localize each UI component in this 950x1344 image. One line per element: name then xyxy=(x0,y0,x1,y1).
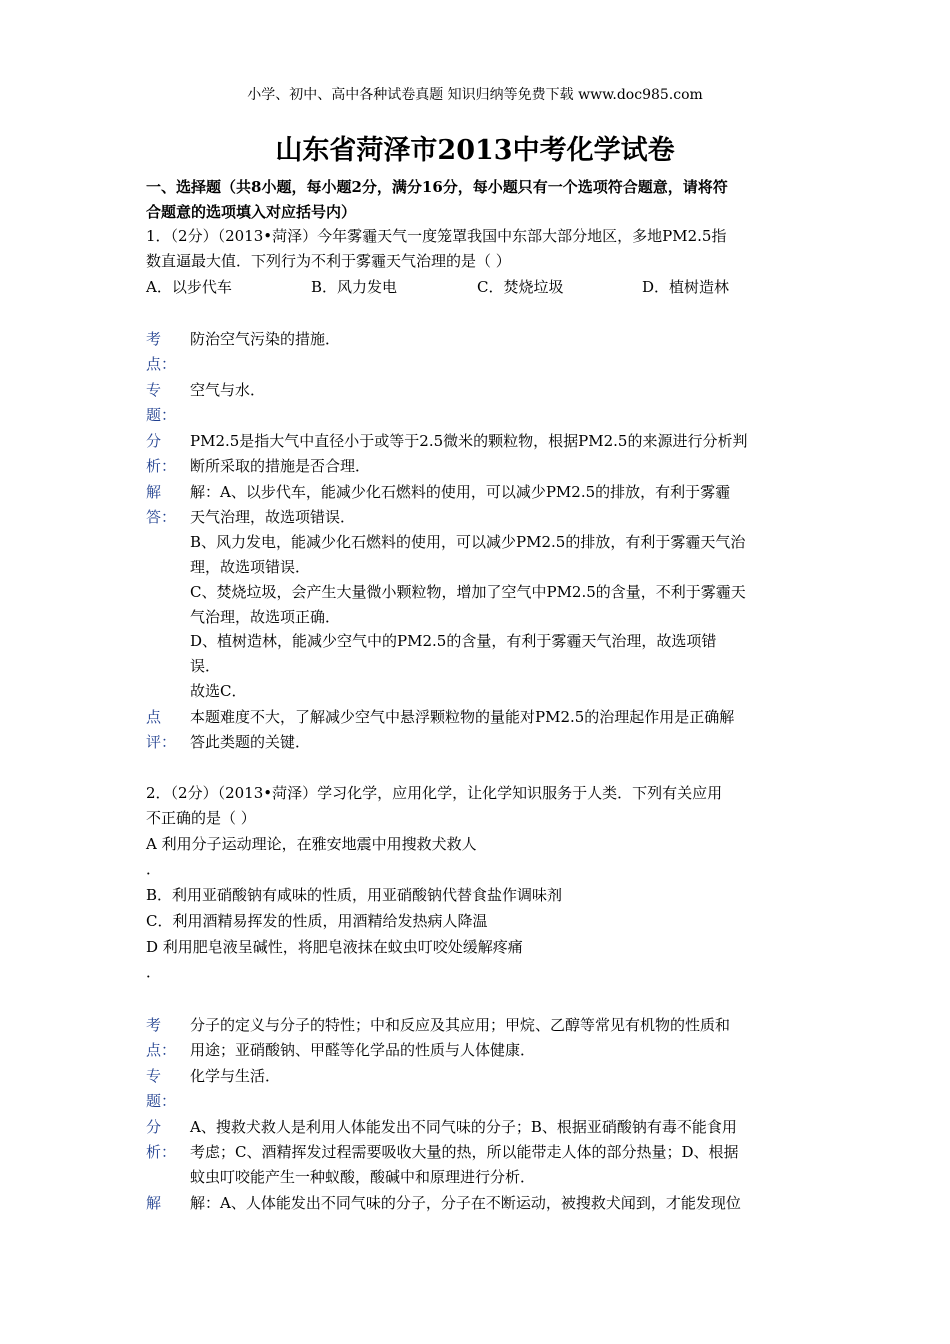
q1-dianping-label-2: 评： xyxy=(146,733,177,751)
q2-zhuanti-label-1: 专 xyxy=(146,1067,162,1085)
q1-jieda-label-1: 解 xyxy=(146,483,162,501)
q1-jieda-line-7: D、植树造林，能减少空气中的PM2.5的含量，有利于雾霾天气治理，故选项错 xyxy=(190,632,717,650)
q1-jieda-label-2: 答： xyxy=(146,508,177,526)
q2-kaodian-label-2: 点： xyxy=(146,1041,177,1059)
q1-jieda-line-1: 解：A、以步代车，能减少化石燃料的使用，可以减少PM2.5的排放，有利于雾霾 xyxy=(190,483,731,501)
q1-jieda-line-3: B、风力发电，能减少化石燃料的使用，可以减少PM2.5的排放，有利于雾霾天气治 xyxy=(190,533,746,551)
q2-jieda-label-1: 解 xyxy=(146,1194,162,1212)
q1-zhuanti-label-1: 专 xyxy=(146,381,162,399)
q2-option-d-dot: ． xyxy=(146,963,162,981)
q2-fenxi-label-1: 分 xyxy=(146,1118,162,1136)
q1-fenxi-line-1: PM2.5是指大气中直径小于或等于2.5微米的颗粒物，根据PM2.5的来源进行分析判 xyxy=(190,432,748,450)
q1-option-b: B．风力发电 xyxy=(311,278,398,296)
q1-stem-line-2: 数直逼最大值．下列行为不利于雾霾天气治理的是（ ） xyxy=(146,252,511,270)
q2-stem-line-2: 不正确的是（ ） xyxy=(146,809,256,827)
q2-fenxi-line-3: 蚊虫叮咬能产生一种蚁酸，酸碱中和原理进行分析． xyxy=(190,1168,536,1186)
q1-fenxi-label-2: 析： xyxy=(146,457,177,475)
q1-jieda-line-8: 误． xyxy=(190,657,221,675)
q2-zhuanti-label-2: 题： xyxy=(146,1092,177,1110)
q1-kaodian-label-1: 考 xyxy=(146,330,162,348)
site-header: 小学、初中、高中各种试卷真题 知识归纳等免费下载 www.doc985.com xyxy=(247,87,703,103)
q1-fenxi-line-2: 断所采取的措施是否合理． xyxy=(190,457,371,475)
q2-kaodian-line-1: 分子的定义与分子的特性；中和反应及其应用；甲烷、乙醇等常见有机物的性质和 xyxy=(190,1016,731,1034)
q2-option-c: C．利用酒精易挥发的性质，用酒精给发热病人降温 xyxy=(146,912,488,930)
q1-option-d: D．植树造林 xyxy=(642,278,730,296)
q2-zhuanti-text: 化学与生活． xyxy=(190,1067,281,1085)
section-heading-line-1: 一、选择题（共8小题，每小题2分，满分16分，每小题只有一个选项符合题意，请将符 xyxy=(146,178,728,196)
q2-jieda-line-1: 解：A、人体能发出不同气味的分子，分子在不断运动，被搜救犬闻到，才能发现位 xyxy=(190,1194,741,1212)
q1-jieda-line-4: 理，故选项错误． xyxy=(190,558,311,576)
q2-stem-line-1: 2．（2分）（2013•菏泽）学习化学，应用化学，让化学知识服务于人类．下列有关应用 xyxy=(146,784,723,802)
q1-zhuanti-label-2: 题： xyxy=(146,406,177,424)
q1-option-c: C．焚烧垃圾 xyxy=(477,278,564,296)
q1-dianping-line-1: 本题难度不大，了解减少空气中悬浮颗粒物的量能对PM2.5的治理起作用是正确解 xyxy=(190,708,735,726)
q1-stem-line-1: 1．（2分）（2013•菏泽）今年雾霾天气一度笼罩我国中东部大部分地区，多地PM2.5指 xyxy=(146,227,727,245)
q2-option-a-dot: ． xyxy=(146,860,162,878)
q2-option-d: D 利用肥皂液呈碱性，将肥皂液抹在蚊虫叮咬处缓解疼痛 xyxy=(146,938,523,956)
q2-option-b: B．利用亚硝酸钠有咸味的性质，用亚硝酸钠代替食盐作调味剂 xyxy=(146,886,563,904)
q1-fenxi-label-1: 分 xyxy=(146,432,162,450)
q1-kaodian-label-2: 点： xyxy=(146,355,177,373)
q1-dianping-label-1: 点 xyxy=(146,708,162,726)
q2-kaodian-label-1: 考 xyxy=(146,1016,162,1034)
q1-kaodian-text: 防治空气污染的措施． xyxy=(190,330,341,348)
q1-zhuanti-text: 空气与水． xyxy=(190,381,266,399)
q1-jieda-line-2: 天气治理，故选项错误． xyxy=(190,508,356,526)
q2-kaodian-line-2: 用途；亚硝酸钠、甲醛等化学品的性质与人体健康． xyxy=(190,1041,536,1059)
section-heading-line-2: 合题意的选项填入对应括号内） xyxy=(146,203,357,221)
q2-fenxi-label-2: 析： xyxy=(146,1143,177,1161)
q1-jieda-line-5: C、焚烧垃圾，会产生大量微小颗粒物，增加了空气中PM2.5的含量，不利于雾霾天 xyxy=(190,583,746,601)
q2-fenxi-line-1: A、搜救犬救人是利用人体能发出不同气味的分子；B、根据亚硝酸钠有毒不能食用 xyxy=(190,1118,737,1136)
q2-option-a: A 利用分子运动理论，在雅安地震中用搜救犬救人 xyxy=(146,835,477,853)
q2-fenxi-line-2: 考虑；C、酒精挥发过程需要吸收大量的热，所以能带走人体的部分热量；D、根据 xyxy=(190,1143,739,1161)
q1-jieda-line-6: 气治理，故选项正确． xyxy=(190,608,341,626)
q1-jieda-line-9: 故选C． xyxy=(190,682,247,700)
q1-dianping-line-2: 答此类题的关键． xyxy=(190,733,311,751)
section-heading xyxy=(146,175,811,225)
q1-option-a: A．以步代车 xyxy=(146,278,232,296)
page-title: 山东省菏泽市2013中考化学试卷 xyxy=(275,135,675,166)
